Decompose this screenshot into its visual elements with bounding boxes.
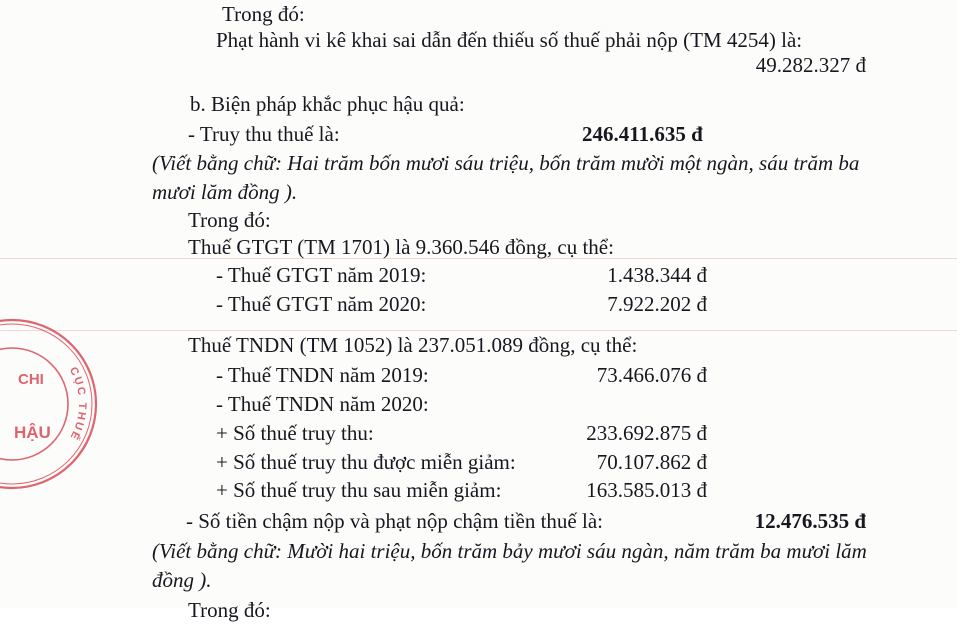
cit-2020-arrears-label: + Số thuế truy thu: [216, 421, 374, 445]
breakdown-intro: Trong đó: [188, 208, 271, 232]
vat-2019-label: - Thuế GTGT năm 2019: [216, 263, 427, 287]
red-seal-stamp [0, 318, 105, 490]
cit-2020-exempted-amount: 70.107.862 đ [596, 450, 707, 474]
cit-2020-label: - Thuế TNDN năm 2020: [216, 392, 429, 416]
stamp-center-text-top: CHI [18, 371, 44, 388]
late-payment-amount: 12.476.535 đ [754, 509, 866, 533]
stamp-arc-text: CỤC THUẾ [66, 365, 89, 443]
cit-2020-after-exemption-amount: 163.585.013 đ [586, 478, 707, 502]
penalty-amount: 49.282.327 đ [755, 53, 866, 77]
vat-2020-amount: 7.922.202 đ [607, 292, 707, 316]
penalty-label: Phạt hành vi kê khai sai dẫn đến thiếu số thuế phải nộp (TM 4254) là: [216, 28, 803, 52]
late-payment-in-words-line2: đồng ). [152, 568, 212, 592]
next-intro: Trong đó: [188, 598, 271, 622]
tax-arrears-label: - Truy thu thuế là: [188, 122, 340, 146]
section-b-heading: b. Biện pháp khắc phục hậu quả: [190, 92, 465, 116]
cit-2019-amount: 73.466.076 đ [596, 363, 707, 387]
tax-arrears-amount: 246.411.635 đ [582, 122, 703, 146]
cit-2020-exempted-label: + Số thuế truy thu được miễn giảm: [216, 450, 516, 474]
late-payment-label: - Số tiền chậm nộp và phạt nộp chậm tiền thuế là: [186, 509, 603, 533]
stamp-center-text-bottom: HẬU [14, 423, 51, 442]
vat-2020-label: - Thuế GTGT năm 2020: [216, 292, 427, 316]
late-payment-in-words-line1: (Viết bằng chữ: Mười hai triệu, bốn trăm bảy mươi sáu ngàn, năm trăm ba mươi lăm [152, 539, 867, 563]
cit-2020-after-exemption-label: + Số thuế truy thu sau miễn giảm: [216, 478, 502, 502]
stamp-inner-ring [0, 348, 68, 460]
penalty-intro: Trong đó: [222, 2, 305, 26]
vat-summary: Thuế GTGT (TM 1701) là 9.360.546 đồng, cụ thể: [188, 235, 614, 259]
cit-2019-label: - Thuế TNDN năm 2019: [216, 363, 429, 387]
cit-summary: Thuế TNDN (TM 1052) là 237.051.089 đồng, cụ thể: [188, 333, 638, 357]
next-intro-clipped [188, 597, 388, 622]
tax-arrears-in-words-line2: mươi lăm đồng ). [152, 180, 298, 204]
vat-2019-amount: 1.438.344 đ [607, 263, 707, 287]
tax-arrears-in-words-line1: (Viết bằng chữ: Hai trăm bốn mươi sáu triệu, bốn trăm mười một ngàn, sáu trăm ba [152, 151, 860, 175]
cit-2020-arrears-amount: 233.692.875 đ [586, 421, 707, 445]
